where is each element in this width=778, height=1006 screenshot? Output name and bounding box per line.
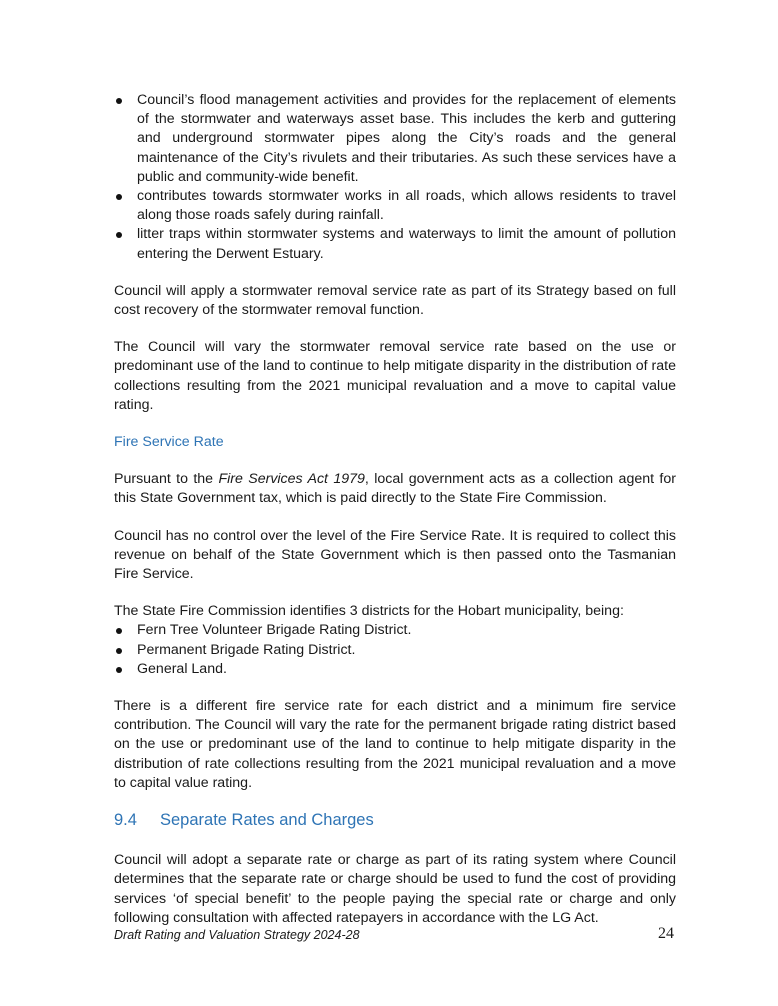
bullet-item: Council’s flood management activities and provides for the replacement of elements of the stormwater and waterways asset base. This includes the kerb and guttering and underground stormwater pipes along the City’s roads and the general maintenance of the City’s rivulets and their tributaries. As such these services have a public and community-wide benefit.: [114, 91, 676, 187]
district-item: Fern Tree Volunteer Brigade Rating District.: [114, 621, 676, 640]
fire-paragraph-3: The State Fire Commission identifies 3 districts for the Hobart municipality, being:: [114, 603, 624, 620]
section-heading: [114, 809, 676, 831]
fire-paragraph-1-before: Pursuant to the: [114, 471, 219, 488]
fire-paragraph-2: Council has no control over the level of the Fire Service Rate. It is required to collect this revenue on behalf of the State Government which is then passed onto the Tasmanian Fire Service.: [114, 527, 676, 583]
fire-services-act: Fire Services Act 1979: [218, 471, 365, 488]
stormwater-bullet-list: [114, 91, 676, 264]
stormwater-paragraph-1: Council will apply a stormwater removal service rate as part of its Strategy based on full cost recovery of the stormwater removal function.: [114, 282, 676, 319]
stormwater-paragraph-2: The Council will vary the stormwater removal service rate based on the use or predominant use of the land to continue to help mitigate disparity in the distribution of rate collections resulting from the 2021 municipal revaluation and a move to capital value rating.: [114, 339, 676, 413]
district-item: Permanent Brigade Rating District.: [114, 641, 676, 660]
section-number: 9.4: [114, 811, 137, 830]
fire-service-heading: Fire Service Rate: [114, 434, 224, 451]
page-number: 24: [658, 925, 674, 942]
page-content: [114, 91, 676, 928]
section-title: Separate Rates and Charges: [160, 811, 374, 830]
fire-paragraph-4: There is a different fire service rate for each district and a minimum fire service contribution. The Council will vary the rate for the permanent brigade rating district based on the use or predominant use of the land to continue to help mitigate disparity in the distribution of rate collections resulting from the 2021 municipal revaluation and a move to capital value rating.: [114, 698, 676, 791]
fire-paragraph-1-after: , local government acts as a collection agent for this State Government tax, which is paid directly to the State Fire Commission.: [114, 471, 676, 507]
district-item: General Land.: [114, 660, 676, 679]
section-paragraph: Council will adopt a separate rate or charge as part of its rating system where Council determines that the separate rate or charge should be used to fund the cost of providing services ‘of special benefit’ to the people paying the special rate or charge and only following consultation with affected ratepayers in accordance with the LG Act.: [114, 852, 676, 926]
bullet-item: contributes towards stormwater works in all roads, which allows residents to travel along those roads safely during rainfall.: [114, 187, 676, 225]
bullet-item: litter traps within stormwater systems and waterways to limit the amount of pollution entering the Derwent Estuary.: [114, 225, 676, 263]
footer-title: Draft Rating and Valuation Strategy 2024-28: [114, 928, 360, 942]
fire-paragraph-1: [114, 470, 676, 508]
fire-district-list: [114, 621, 676, 679]
